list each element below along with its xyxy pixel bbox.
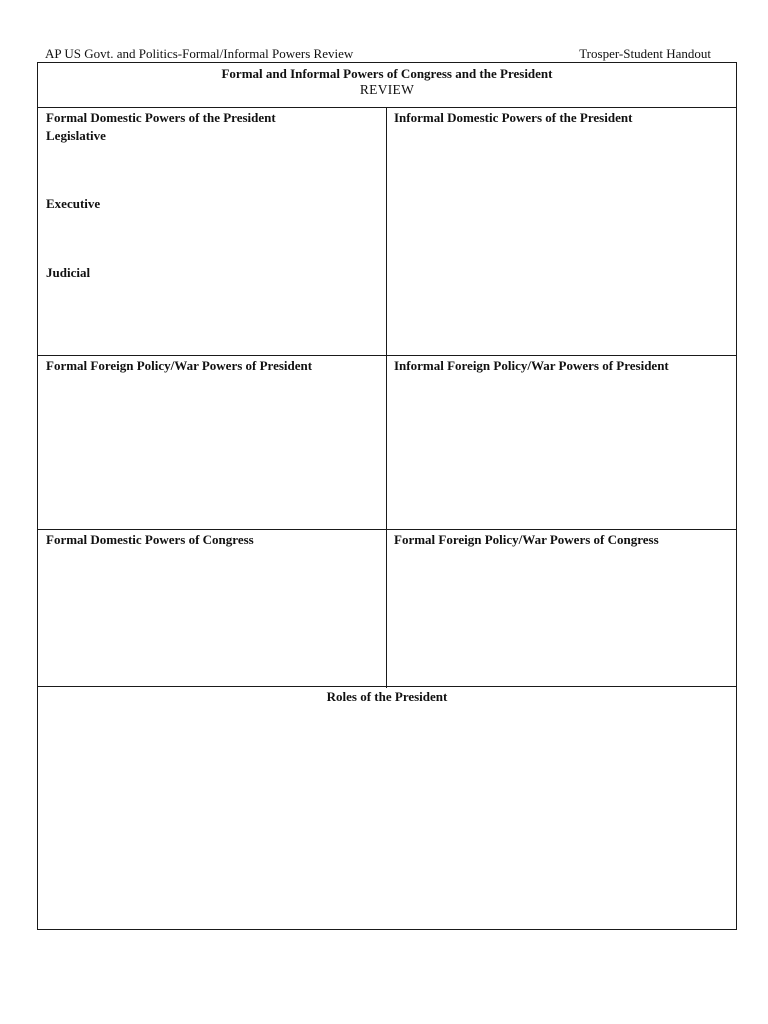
formal-foreign-president-cell: [38, 356, 386, 529]
section-heading: Formal Foreign Policy/War Powers of President: [46, 358, 313, 373]
row-divider-3: [38, 686, 736, 687]
section-heading: Formal Foreign Policy/War Powers of Congress: [394, 532, 659, 547]
page-header: [45, 46, 711, 62]
formal-domestic-president-cell: [38, 108, 386, 355]
informal-domestic-president-cell: [386, 108, 736, 355]
author-label: Trosper-Student Handout: [579, 46, 711, 61]
course-title: AP US Govt. and Politics-Formal/Informal Powers Review: [45, 46, 354, 61]
section-heading: Informal Domestic Powers of the President: [394, 110, 633, 125]
worksheet-title-line1: Formal and Informal Powers of Congress and the President: [221, 66, 553, 81]
section-heading: Formal Domestic Powers of Congress: [46, 532, 254, 547]
section-heading: Informal Foreign Policy/War Powers of President: [394, 358, 669, 373]
executive-label: Executive: [46, 196, 101, 211]
legislative-label: Legislative: [46, 128, 106, 143]
section-heading: Formal Domestic Powers of the President: [46, 110, 276, 125]
worksheet-title: [38, 63, 736, 108]
judicial-label: Judicial: [46, 265, 91, 280]
formal-foreign-congress-cell: [386, 530, 736, 686]
formal-domestic-congress-cell: [38, 530, 386, 686]
review-worksheet: [37, 62, 737, 930]
worksheet-title-line2: REVIEW: [359, 82, 415, 97]
roles-of-president-heading: Roles of the President: [326, 689, 448, 704]
informal-foreign-president-cell: [386, 356, 736, 529]
